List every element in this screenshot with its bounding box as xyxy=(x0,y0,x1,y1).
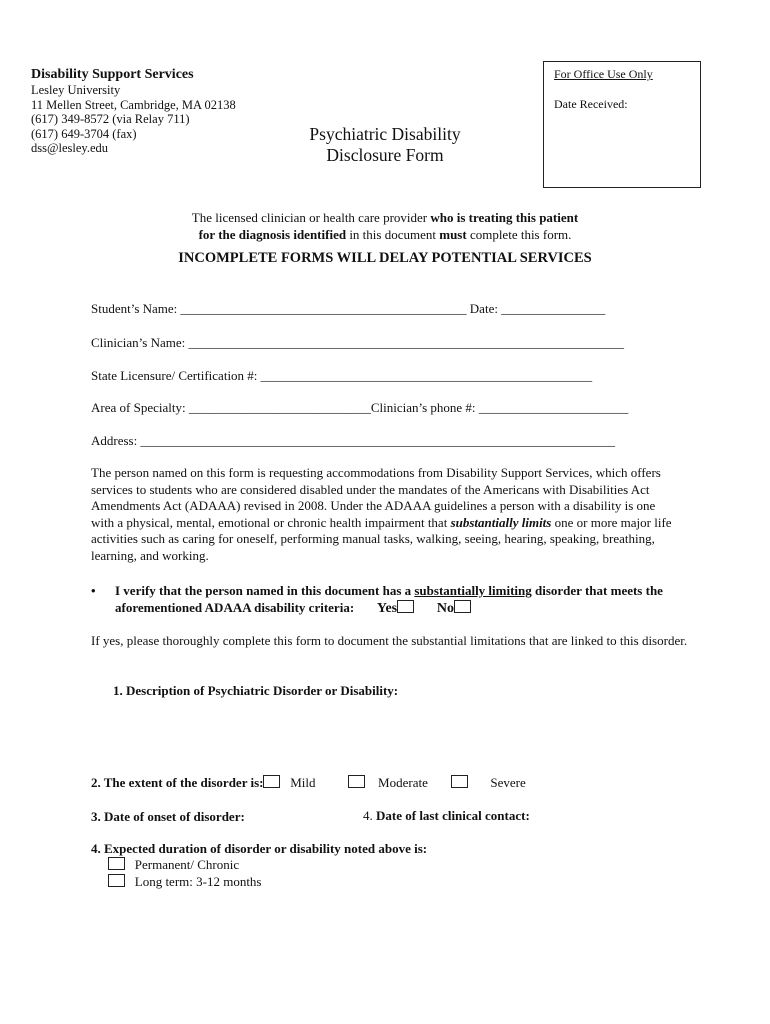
paragraph-text: The person named on this form is requesting accommodations from Disability Support Services, which offers services to students who are considered disabled under the mandates of the Americans with Disabilities Act Amendments Act (ADAAA) revised in 2008. Under the ADAAA guidelines a person with a disability is one with a physical, mental, emotional or chronic health impairment that xyxy=(91,465,661,530)
severe-label: Severe xyxy=(490,775,526,790)
intro-bold: who is treating this patient xyxy=(430,210,579,225)
mild-label: Mild xyxy=(290,775,316,790)
yes-label: Yes xyxy=(376,601,398,616)
date-field[interactable]: Date: ________________ xyxy=(469,301,606,316)
adaaa-paragraph xyxy=(91,465,681,564)
intro-bold: for the diagnosis identified xyxy=(198,227,347,242)
moderate-label: Moderate xyxy=(378,775,428,790)
org-address: 11 Mellen Street, Cambridge, MA 02138 xyxy=(31,97,236,112)
specialty-label: Area of Specialty: ____________________________ xyxy=(91,400,371,415)
last-contact-number: 4. xyxy=(363,808,376,823)
bullet-icon: • xyxy=(91,583,96,598)
verify-text: I verify that the person named in this document has a xyxy=(115,583,415,598)
org-email: dss@lesley.edu xyxy=(31,141,109,156)
long-term-label: Long term: 3-12 months xyxy=(134,874,262,889)
paragraph-emphasis: substantially limits xyxy=(450,514,552,530)
license-field[interactable]: State Licensure/ Certification #: ___________________________________________________ xyxy=(91,368,593,383)
last-contact-label: Date of last clinical contact: xyxy=(376,808,530,823)
severity-label: 2. The extent of the disorder is: xyxy=(91,775,264,790)
date-received-label: Date Received: xyxy=(554,97,628,111)
permanent-checkbox[interactable] xyxy=(108,857,125,870)
org-phone: (617) 349-8572 (via Relay 711) xyxy=(31,112,190,127)
student-name-label: Student’s Name: ____________________________________________ xyxy=(91,301,467,316)
verify-statement xyxy=(91,582,691,617)
permanent-label: Permanent/ Chronic xyxy=(134,857,240,872)
no-checkbox[interactable] xyxy=(454,600,471,613)
mild-checkbox[interactable] xyxy=(263,775,280,788)
specialty-field[interactable] xyxy=(91,400,628,416)
address-field[interactable]: Address: _________________________________________________________________________ xyxy=(91,433,615,448)
no-label: No xyxy=(436,601,455,616)
student-name-field[interactable] xyxy=(91,301,605,317)
onset-date-field[interactable]: 3. Date of onset of disorder: xyxy=(91,809,245,824)
if-yes-instructions: If yes, please thoroughly complete this form to document the substantial limitations that are linked to this disorder. xyxy=(91,633,688,648)
org-fax: (617) 649-3704 (fax) xyxy=(31,126,137,141)
intro-part: in this document xyxy=(346,227,440,242)
duration-option-long-term[interactable] xyxy=(108,874,262,890)
moderate-checkbox[interactable] xyxy=(348,775,365,788)
form-title-line1: Psychiatric Disability xyxy=(309,124,461,144)
long-term-checkbox[interactable] xyxy=(108,874,125,887)
org-name: Disability Support Services xyxy=(31,67,194,82)
form-title xyxy=(280,124,490,166)
duration-option-permanent[interactable] xyxy=(108,857,239,873)
office-use-box xyxy=(543,61,701,188)
severity-row xyxy=(91,775,526,791)
verify-underlined: substantially limiting xyxy=(414,583,532,598)
org-line: Lesley University xyxy=(31,83,121,97)
office-use-title: For Office Use Only xyxy=(554,67,653,81)
verify-text: disorder that meets the aforementioned ADAAA disability criteria: xyxy=(115,583,663,615)
duration-label: 4. Expected duration of disorder or disability noted above is: xyxy=(91,841,428,856)
intro-text xyxy=(100,209,670,243)
intro-part: complete this form. xyxy=(466,227,572,242)
severe-checkbox[interactable] xyxy=(451,775,468,788)
intro-part: The licensed clinician or health care provider xyxy=(191,210,431,225)
clinician-name-field[interactable]: Clinician’s Name: ___________________________________________________________________ xyxy=(91,335,624,350)
last-contact-field[interactable] xyxy=(363,808,530,824)
clinician-phone-field[interactable]: Clinician’s phone #: _______________________ xyxy=(370,400,629,415)
warning-heading: INCOMPLETE FORMS WILL DELAY POTENTIAL SERVICES xyxy=(178,250,592,266)
paragraph-text: one or more major life activities such as caring for oneself, performing manual tasks, walking, seeing, hearing, speaking, breathing, learning, and working. xyxy=(91,514,672,563)
yes-checkbox[interactable] xyxy=(397,600,414,613)
form-title-line2: Disclosure Form xyxy=(326,145,444,165)
q1-description-label: 1. Description of Psychiatric Disorder or Disability: xyxy=(113,683,399,698)
intro-bold: must xyxy=(439,227,467,242)
organization-block xyxy=(31,66,236,156)
